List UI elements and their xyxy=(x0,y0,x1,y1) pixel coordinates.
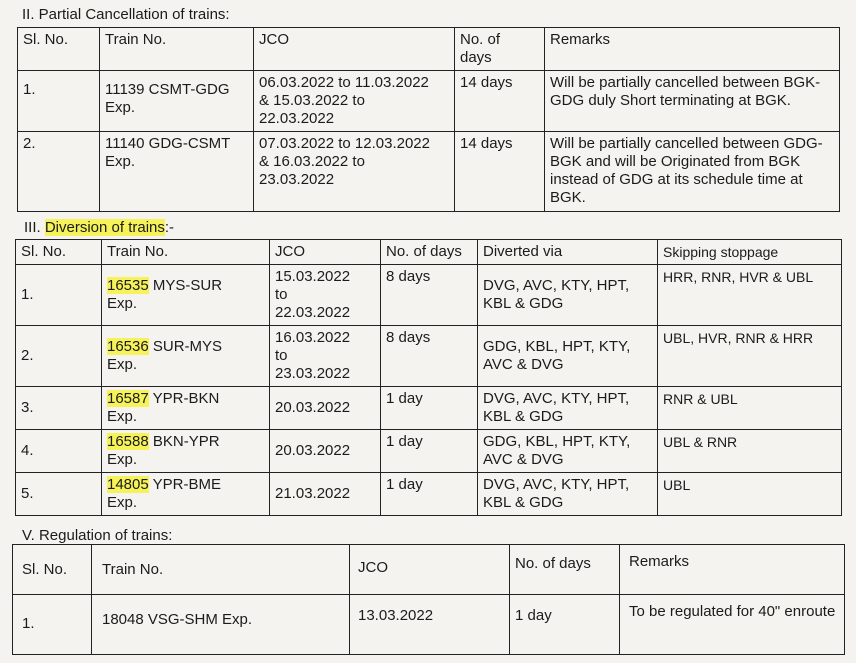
cell-diverted-via: DVG, AVC, KTY, HPT, KBL & GDG xyxy=(478,473,658,516)
header-train-no: Train No. xyxy=(92,545,350,595)
cell-jco: 20.03.2022 xyxy=(270,430,381,473)
header-sl-no: Sl. No. xyxy=(13,545,92,595)
cell-jco: 21.03.2022 xyxy=(270,473,381,516)
header-remarks: Remarks xyxy=(545,28,840,71)
cell-diverted-via: DVG, AVC, KTY, HPT, KBL & GDG xyxy=(478,387,658,430)
table-row xyxy=(16,473,842,516)
regulation-table xyxy=(12,544,845,655)
train-number-highlight: 16536 xyxy=(107,338,149,355)
cell-skipping: HRR, RNR, HVR & UBL xyxy=(658,265,842,326)
cell-days: 14 days xyxy=(455,132,545,212)
cell-sl-no: 2. xyxy=(18,132,100,212)
train-number-highlight: 14805 xyxy=(107,476,149,493)
cell-diverted-via: GDG, KBL, HPT, KTY, AVC & DVG xyxy=(478,326,658,387)
cell-diverted-via: DVG, AVC, KTY, HPT, KBL & GDG xyxy=(478,265,658,326)
cell-train-no: 18048 VSG-SHM Exp. xyxy=(92,595,350,655)
cell-skipping: UBL xyxy=(658,473,842,516)
header-no-of-days: No. of days xyxy=(510,545,620,595)
section-3-title xyxy=(24,219,174,236)
cell-diverted-via: GDG, KBL, HPT, KTY, AVC & DVG xyxy=(478,430,658,473)
cell-jco: 13.03.2022 xyxy=(350,595,510,655)
table-row xyxy=(18,132,840,212)
cell-train-no xyxy=(102,430,270,473)
cell-jco: 16.03.2022 to 23.03.2022 xyxy=(270,326,381,387)
header-jco: JCO xyxy=(254,28,455,71)
header-train-no: Train No. xyxy=(100,28,254,71)
table-row xyxy=(16,265,842,326)
table-row xyxy=(18,71,840,132)
cell-jco: 06.03.2022 to 11.03.2022 & 15.03.2022 to 22.03.2022 xyxy=(254,71,455,132)
cell-remarks: Will be partially cancelled between GDG- BGK and will be Originated from BGK instead of GDG at its schedule time at BGK. xyxy=(545,132,840,212)
cell-train-no: 11140 GDG-CSMT Exp. xyxy=(100,132,254,212)
cell-skipping: RNR & UBL xyxy=(658,387,842,430)
section-3-prefix: III. xyxy=(24,219,45,236)
cell-days: 1 day xyxy=(381,387,478,430)
section-2-title: II. Partial Cancellation of trains: xyxy=(22,6,230,23)
cell-days: 1 day xyxy=(510,595,620,655)
cell-train-no: 11139 CSMT-GDG Exp. xyxy=(100,71,254,132)
cell-sl-no: 3. xyxy=(16,387,102,430)
cell-sl-no: 4. xyxy=(16,430,102,473)
cell-skipping: UBL, HVR, RNR & HRR xyxy=(658,326,842,387)
train-number-highlight: 16535 xyxy=(107,277,149,294)
table-row xyxy=(16,387,842,430)
header-jco: JCO xyxy=(350,545,510,595)
cell-train-no xyxy=(102,326,270,387)
header-train-no: Train No. xyxy=(102,240,270,265)
train-number-highlight: 16587 xyxy=(107,390,149,407)
cell-sl-no: 2. xyxy=(16,326,102,387)
partial-cancellation-table xyxy=(17,27,840,212)
train-name: YPR-BME Exp. xyxy=(107,476,221,511)
cell-sl-no: 1. xyxy=(16,265,102,326)
section-3-suffix: :- xyxy=(164,219,175,236)
cell-train-no xyxy=(102,387,270,430)
table-row xyxy=(16,430,842,473)
cell-sl-no: 1. xyxy=(18,71,100,132)
header-skipping-stoppage: Skipping stoppage xyxy=(658,240,842,265)
header-remarks: Remarks xyxy=(620,545,845,595)
section-5-title: V. Regulation of trains: xyxy=(22,527,173,544)
header-no-of-days: No. of days xyxy=(381,240,478,265)
cell-days: 8 days xyxy=(381,265,478,326)
table-header-row xyxy=(18,28,840,71)
table-row xyxy=(16,326,842,387)
cell-days: 1 day xyxy=(381,430,478,473)
cell-sl-no: 1. xyxy=(13,595,92,655)
cell-train-no xyxy=(102,265,270,326)
diversion-table xyxy=(15,239,842,516)
section-3-highlight: Diversion of trains xyxy=(44,219,165,236)
table-row xyxy=(13,595,845,655)
cell-days: 1 day xyxy=(381,473,478,516)
cell-remarks: Will be partially cancelled between BGK- GDG duly Short terminating at BGK. xyxy=(545,71,840,132)
header-jco: JCO xyxy=(270,240,381,265)
train-number-highlight: 16588 xyxy=(107,433,149,450)
cell-jco: 20.03.2022 xyxy=(270,387,381,430)
cell-remarks: To be regulated for 40" enroute xyxy=(620,595,845,655)
cell-skipping: UBL & RNR xyxy=(658,430,842,473)
header-diverted-via: Diverted via xyxy=(478,240,658,265)
header-sl-no: Sl. No. xyxy=(16,240,102,265)
cell-days: 8 days xyxy=(381,326,478,387)
table-header-row xyxy=(16,240,842,265)
train-name: BKN-YPR Exp. xyxy=(107,433,220,468)
train-name: SUR-MYS Exp. xyxy=(107,338,223,373)
cell-jco: 15.03.2022 to 22.03.2022 xyxy=(270,265,381,326)
cell-train-no xyxy=(102,473,270,516)
train-name: MYS-SUR Exp. xyxy=(107,277,223,312)
header-sl-no: Sl. No. xyxy=(18,28,100,71)
header-no-of-days: No. of days xyxy=(455,28,545,71)
cell-days: 14 days xyxy=(455,71,545,132)
table-header-row xyxy=(13,545,845,595)
cell-sl-no: 5. xyxy=(16,473,102,516)
cell-jco: 07.03.2022 to 12.03.2022 & 16.03.2022 to 23.03.2022 xyxy=(254,132,455,212)
train-name: YPR-BKN Exp. xyxy=(107,390,220,425)
